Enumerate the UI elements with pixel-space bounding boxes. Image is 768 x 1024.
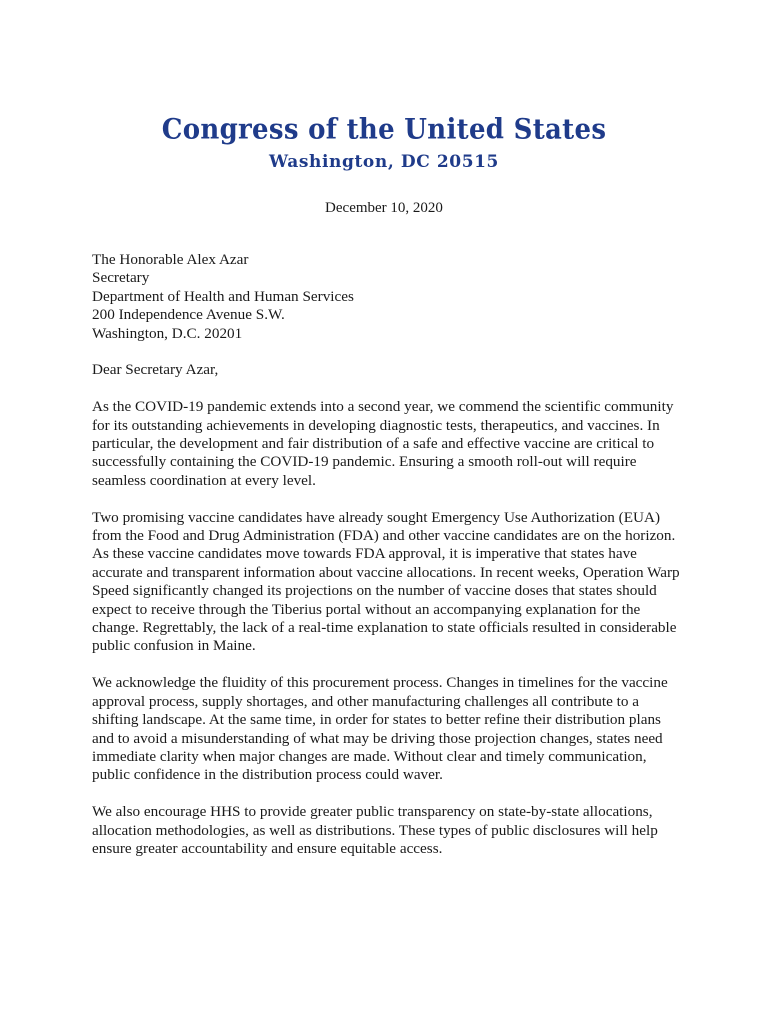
paragraph-line: public confusion in Maine. [92, 637, 256, 655]
letterhead-title: Congress of the United States [161, 113, 607, 147]
paragraph-line: We acknowledge the fluidity of this procurement process. Changes in timelines for the vaccine [92, 674, 668, 692]
recipient-department: Department of Health and Human Services [92, 287, 354, 305]
paragraph-line: shifting landscape. At the same time, in order for states to better refine their distribution plans [92, 711, 661, 729]
paragraph-line: As the COVID-19 pandemic extends into a second year, we commend the scientific community [92, 398, 674, 416]
paragraph-line: from the Food and Drug Administration (FDA) and other vaccine candidates are on the horizon. [92, 527, 676, 545]
paragraph-line: particular, the development and fair distribution of a safe and effective vaccine are critical to [92, 435, 655, 453]
recipient-city: Washington, D.C. 20201 [92, 324, 243, 342]
recipient-address [92, 251, 692, 343]
paragraph-line: accurate and transparent information about vaccine allocations. In recent weeks, Operation Warp [92, 563, 680, 581]
paragraph-line: approval process, supply shortages, and other manufacturing challenges all contribute to a [92, 692, 640, 710]
recipient-title: Secretary [92, 269, 150, 287]
letterhead [0, 114, 768, 174]
paragraph-line: and to avoid a misunderstanding of what may be driving those projection changes, states need [92, 729, 663, 747]
paragraph-line: for its outstanding achievements in developing diagnostic tests, therapeutics, and vaccines. In [92, 416, 660, 434]
paragraph-line: Speed significantly changed its projections on the number of vaccine doses that states should [92, 582, 657, 600]
paragraph-3 [92, 674, 692, 784]
paragraph-2 [92, 509, 692, 656]
letter-body [92, 251, 692, 858]
paragraph-line: seamless coordination at every level. [92, 471, 316, 489]
paragraph-line: expect to receive through the Tiberius portal without an accompanying explanation for the [92, 600, 641, 618]
salutation: Dear Secretary Azar, [92, 361, 219, 379]
letterhead-subtitle: Washington, DC 20515 [269, 152, 499, 172]
paragraph-line: As these vaccine candidates move towards FDA approval, it is imperative that states have [92, 545, 637, 563]
paragraph-4 [92, 803, 692, 858]
paragraph-line: ensure greater accountability and ensure equitable access. [92, 839, 443, 857]
recipient-street: 200 Independence Avenue S.W. [92, 306, 285, 324]
paragraph-line: Two promising vaccine candidates have already sought Emergency Use Authorization (EUA) [92, 508, 661, 526]
paragraph-1 [92, 398, 692, 490]
paragraph-line: immediate clarity when major changes are made. Without clear and timely communication, [92, 747, 647, 765]
paragraph-line: change. Regrettably, the lack of a real-time explanation to state officials resulted in considerable [92, 619, 677, 637]
paragraph-line: successfully containing the COVID-19 pandemic. Ensuring a smooth roll-out will require [92, 453, 637, 471]
paragraph-line: public confidence in the distribution process could waver. [92, 766, 443, 784]
paragraph-line: allocation methodologies, as well as distributions. These types of public disclosures will help [92, 821, 658, 839]
letter-date: December 10, 2020 [325, 200, 443, 216]
paragraph-line: We also encourage HHS to provide greater public transparency on state-by-state allocations, [92, 803, 653, 821]
recipient-name: The Honorable Alex Azar [92, 251, 249, 268]
